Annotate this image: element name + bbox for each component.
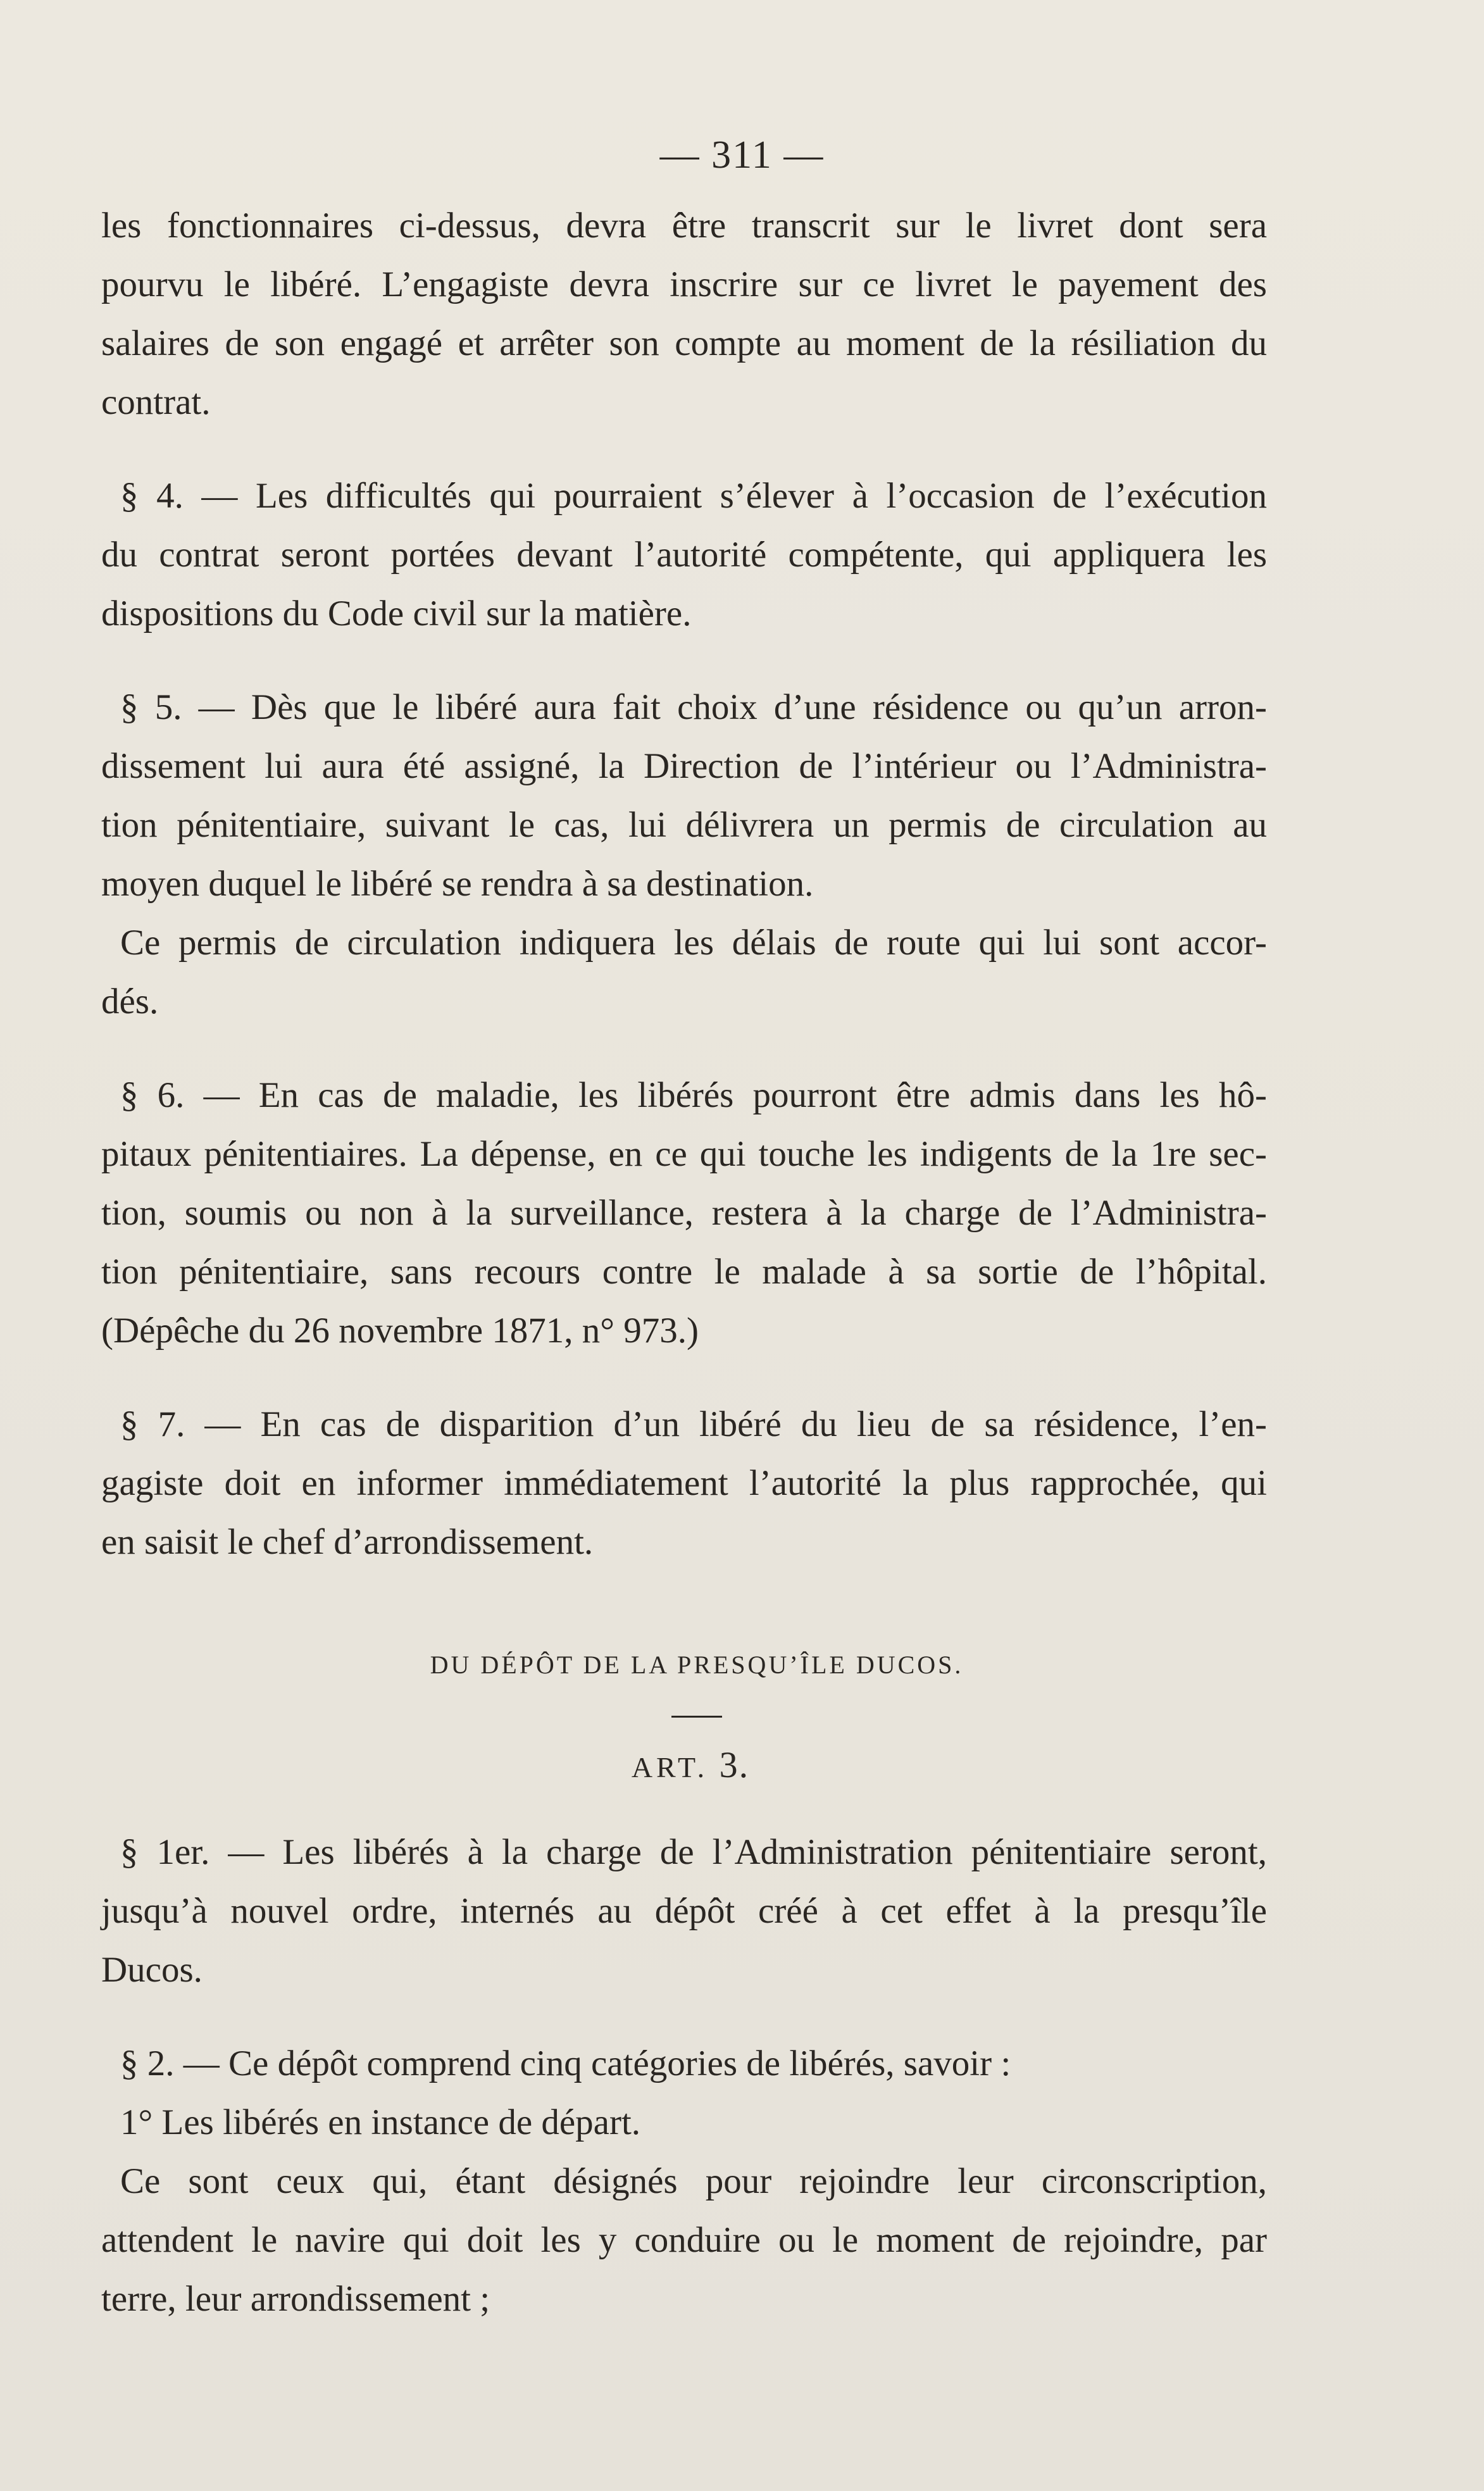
text-line: dispositions du Code civil sur la matière.	[101, 594, 692, 634]
text-line: Ducos.	[101, 1950, 203, 1990]
text-line: tion pénitentiaire, suivant le cas, lui délivrera un permis de circulation au	[101, 805, 1267, 845]
section-heading: DU DÉPÔT DE LA PRESQU’ÎLE DUCOS.	[430, 1651, 964, 1679]
article-number: 3.	[719, 1744, 750, 1785]
page-body	[101, 196, 1267, 2328]
text-line: § 5. — Dès que le libéré aura fait choix d’une résidence ou qu’un arron-	[120, 687, 1267, 727]
paragraph-section-7	[101, 1395, 1267, 1571]
text-line: pourvu le libéré. L’engagiste devra inscrire sur ce livret le payement des	[101, 265, 1267, 304]
paragraph-art3-item-1	[101, 2093, 1267, 2152]
text-line: attendent le navire qui doit les y conduire ou le moment de rejoindre, par	[101, 2220, 1267, 2260]
text-line: gagiste doit en informer immédiatement l’autorité la plus rapprochée, qui	[101, 1463, 1267, 1503]
paragraph-art3-section-1	[101, 1823, 1267, 1999]
page-number: — 311 —	[659, 134, 825, 177]
paragraph-section-5	[101, 678, 1267, 913]
text-line: Ce permis de circulation indiquera les délais de route qui lui sont accor-	[120, 923, 1267, 963]
text-line: (Dépêche du 26 novembre 1871, n° 973.)	[101, 1311, 699, 1351]
paragraph-continued	[101, 196, 1267, 432]
paragraph-art3-item-1-detail	[101, 2152, 1267, 2328]
text-line: § 7. — En cas de disparition d’un libéré du lieu de sa résidence, l’en-	[120, 1404, 1267, 1444]
paragraph-section-4	[101, 466, 1267, 643]
text-line: terre, leur arrondissement ;	[101, 2279, 490, 2319]
text-line: § 4. — Les difficultés qui pourraient s’élever à l’occasion de l’exécution	[120, 476, 1267, 516]
text-line: 1° Les libérés en instance de départ.	[120, 2102, 641, 2142]
article-label: ART.	[631, 1751, 709, 1783]
text-line: tion pénitentiaire, sans recours contre le malade à sa sortie de l’hôpital.	[101, 1252, 1267, 1292]
heading-divider	[671, 1716, 722, 1718]
text-line: contrat.	[101, 382, 211, 422]
text-line: § 6. — En cas de maladie, les libérés pourront être admis dans les hô-	[120, 1075, 1267, 1115]
paragraph-art3-section-2	[101, 2034, 1267, 2093]
text-line: salaires de son engagé et arrêter son compte au moment de la résiliation du	[101, 323, 1267, 363]
text-line: moyen duquel le libéré se rendra à sa destination.	[101, 864, 814, 904]
text-line: les fonctionnaires ci-dessus, devra être transcrit sur le livret dont sera	[101, 206, 1267, 246]
text-line: dissement lui aura été assigné, la Direction de l’intérieur ou l’Administra-	[101, 746, 1267, 786]
text-line: jusqu’à nouvel ordre, internés au dépôt créé à cet effet à la presqu’île	[101, 1891, 1267, 1931]
text-line: § 2. — Ce dépôt comprend cinq catégories de libérés, savoir :	[120, 2044, 1011, 2083]
text-line: dés.	[101, 982, 159, 1021]
paragraph-section-6	[101, 1066, 1267, 1360]
paragraph-section-5-permit	[101, 913, 1267, 1031]
text-line: § 1er. — Les libérés à la charge de l’Administration pénitentiaire seront,	[120, 1832, 1267, 1872]
text-line: du contrat seront portées devant l’autorité compétente, qui appliquera les	[101, 535, 1267, 575]
text-line: tion, soumis ou non à la surveillance, restera à la charge de l’Administra-	[101, 1193, 1267, 1233]
text-line: Ce sont ceux qui, étant désignés pour rejoindre leur circonscription,	[120, 2161, 1267, 2201]
text-line: pitaux pénitentiaires. La dépense, en ce qui touche les indigents de la 1re sec-	[101, 1134, 1267, 1174]
text-line: en saisit le chef d’arrondissement.	[101, 1522, 594, 1562]
article-heading	[101, 1743, 1267, 1790]
